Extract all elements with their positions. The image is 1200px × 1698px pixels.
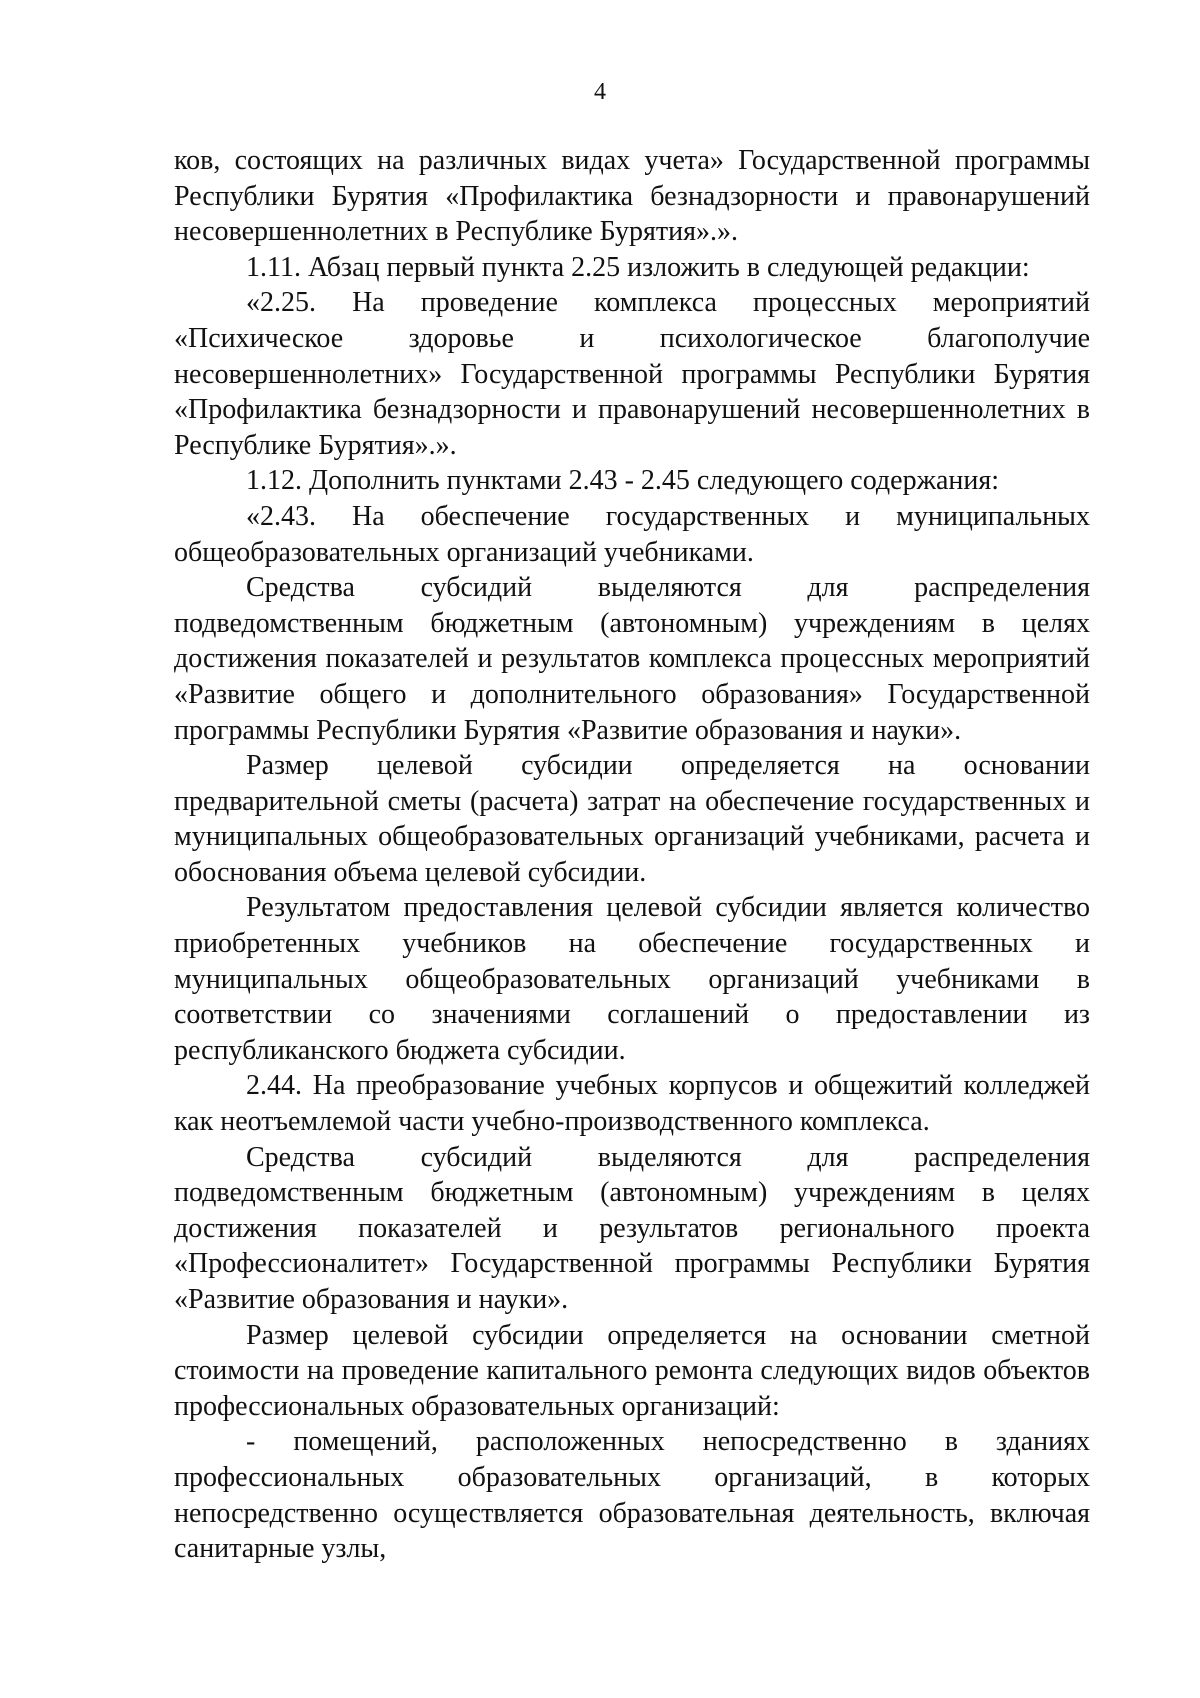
document-body [174,143,1090,1567]
paragraph-subsidy-amount-colleges: Размер целевой субсидии определяется на основании сметной стоимости на проведение капитального ремонта следующих видов объектов профессиональных образовательных организаций: [174,1319,1090,1422]
paragraph-clause-2-43: «2.43. На обеспечение государственных и муниципальных общеобразовательных организаций учебниками. [174,500,1090,568]
paragraph-continuation: ков, состоящих на различных видах учета» Государственной программы Республики Бурятия «Профилактика безнадзорности и правонарушений несовершеннолетних в Республике Бурятия».». [174,145,1090,248]
paragraph-subsidy-result-textbooks: Результатом предоставления целевой субсидии является количество приобретенных учебников на обеспечение государственных и муниципальных общеобразовательных организаций учебниками в соответствии со значениями соглашений о предоставлении из республиканского бюджета субсидии. [174,892,1090,1066]
page-number: 4 [594,79,606,105]
paragraph-clause-2-25: «2.25. На проведение комплекса процессных мероприятий «Психическое здоровье и психологическое благополучие несовершеннолетних» Государственной программы Республики Бурятия «Профилактика безнадзорности и правонарушений несовершеннолетних в Республике Бурятия».». [174,287,1090,461]
paragraph-list-item-premises: - помещений, расположенных непосредственно в зданиях профессиональных образовательных организаций, в которых непосредственно осуществляется образовательная деятельность, включая санитарные узлы, [174,1426,1090,1565]
paragraph-subsidy-distribution-textbooks: Средства субсидий выделяются для распределения подведомственным бюджетным (автономным) учреждениям в целях достижения показателей и результатов комплекса процессных мероприятий «Развитие общего и дополнительного образования» Государственной программы Республики Бурятия «Развитие образования и науки». [174,572,1090,746]
paragraph-subsidy-amount-textbooks: Размер целевой субсидии определяется на основании предварительной сметы (расчета) затрат на обеспечение государственных и муниципальных общеобразовательных организаций учебниками, расчета и обоснования объема целевой субсидии. [174,750,1090,888]
paragraph-clause-1-12: 1.12. Дополнить пунктами 2.43 - 2.45 следующего содержания: [246,465,999,497]
paragraph-subsidy-distribution-colleges: Средства субсидий выделяются для распределения подведомственным бюджетным (автономным) учреждениям в целях достижения показателей и результатов регионального проекта «Профессионалитет» Государственной программы Республики Бурятия «Развитие образования и науки». [174,1141,1090,1315]
paragraph-clause-2-44: 2.44. На преобразование учебных корпусов и общежитий колледжей как неотъемлемой части учебно-производственного комплекса. [174,1070,1090,1138]
paragraph-clause-1-11: 1.11. Абзац первый пункта 2.25 изложить в следующей редакции: [246,251,1030,283]
